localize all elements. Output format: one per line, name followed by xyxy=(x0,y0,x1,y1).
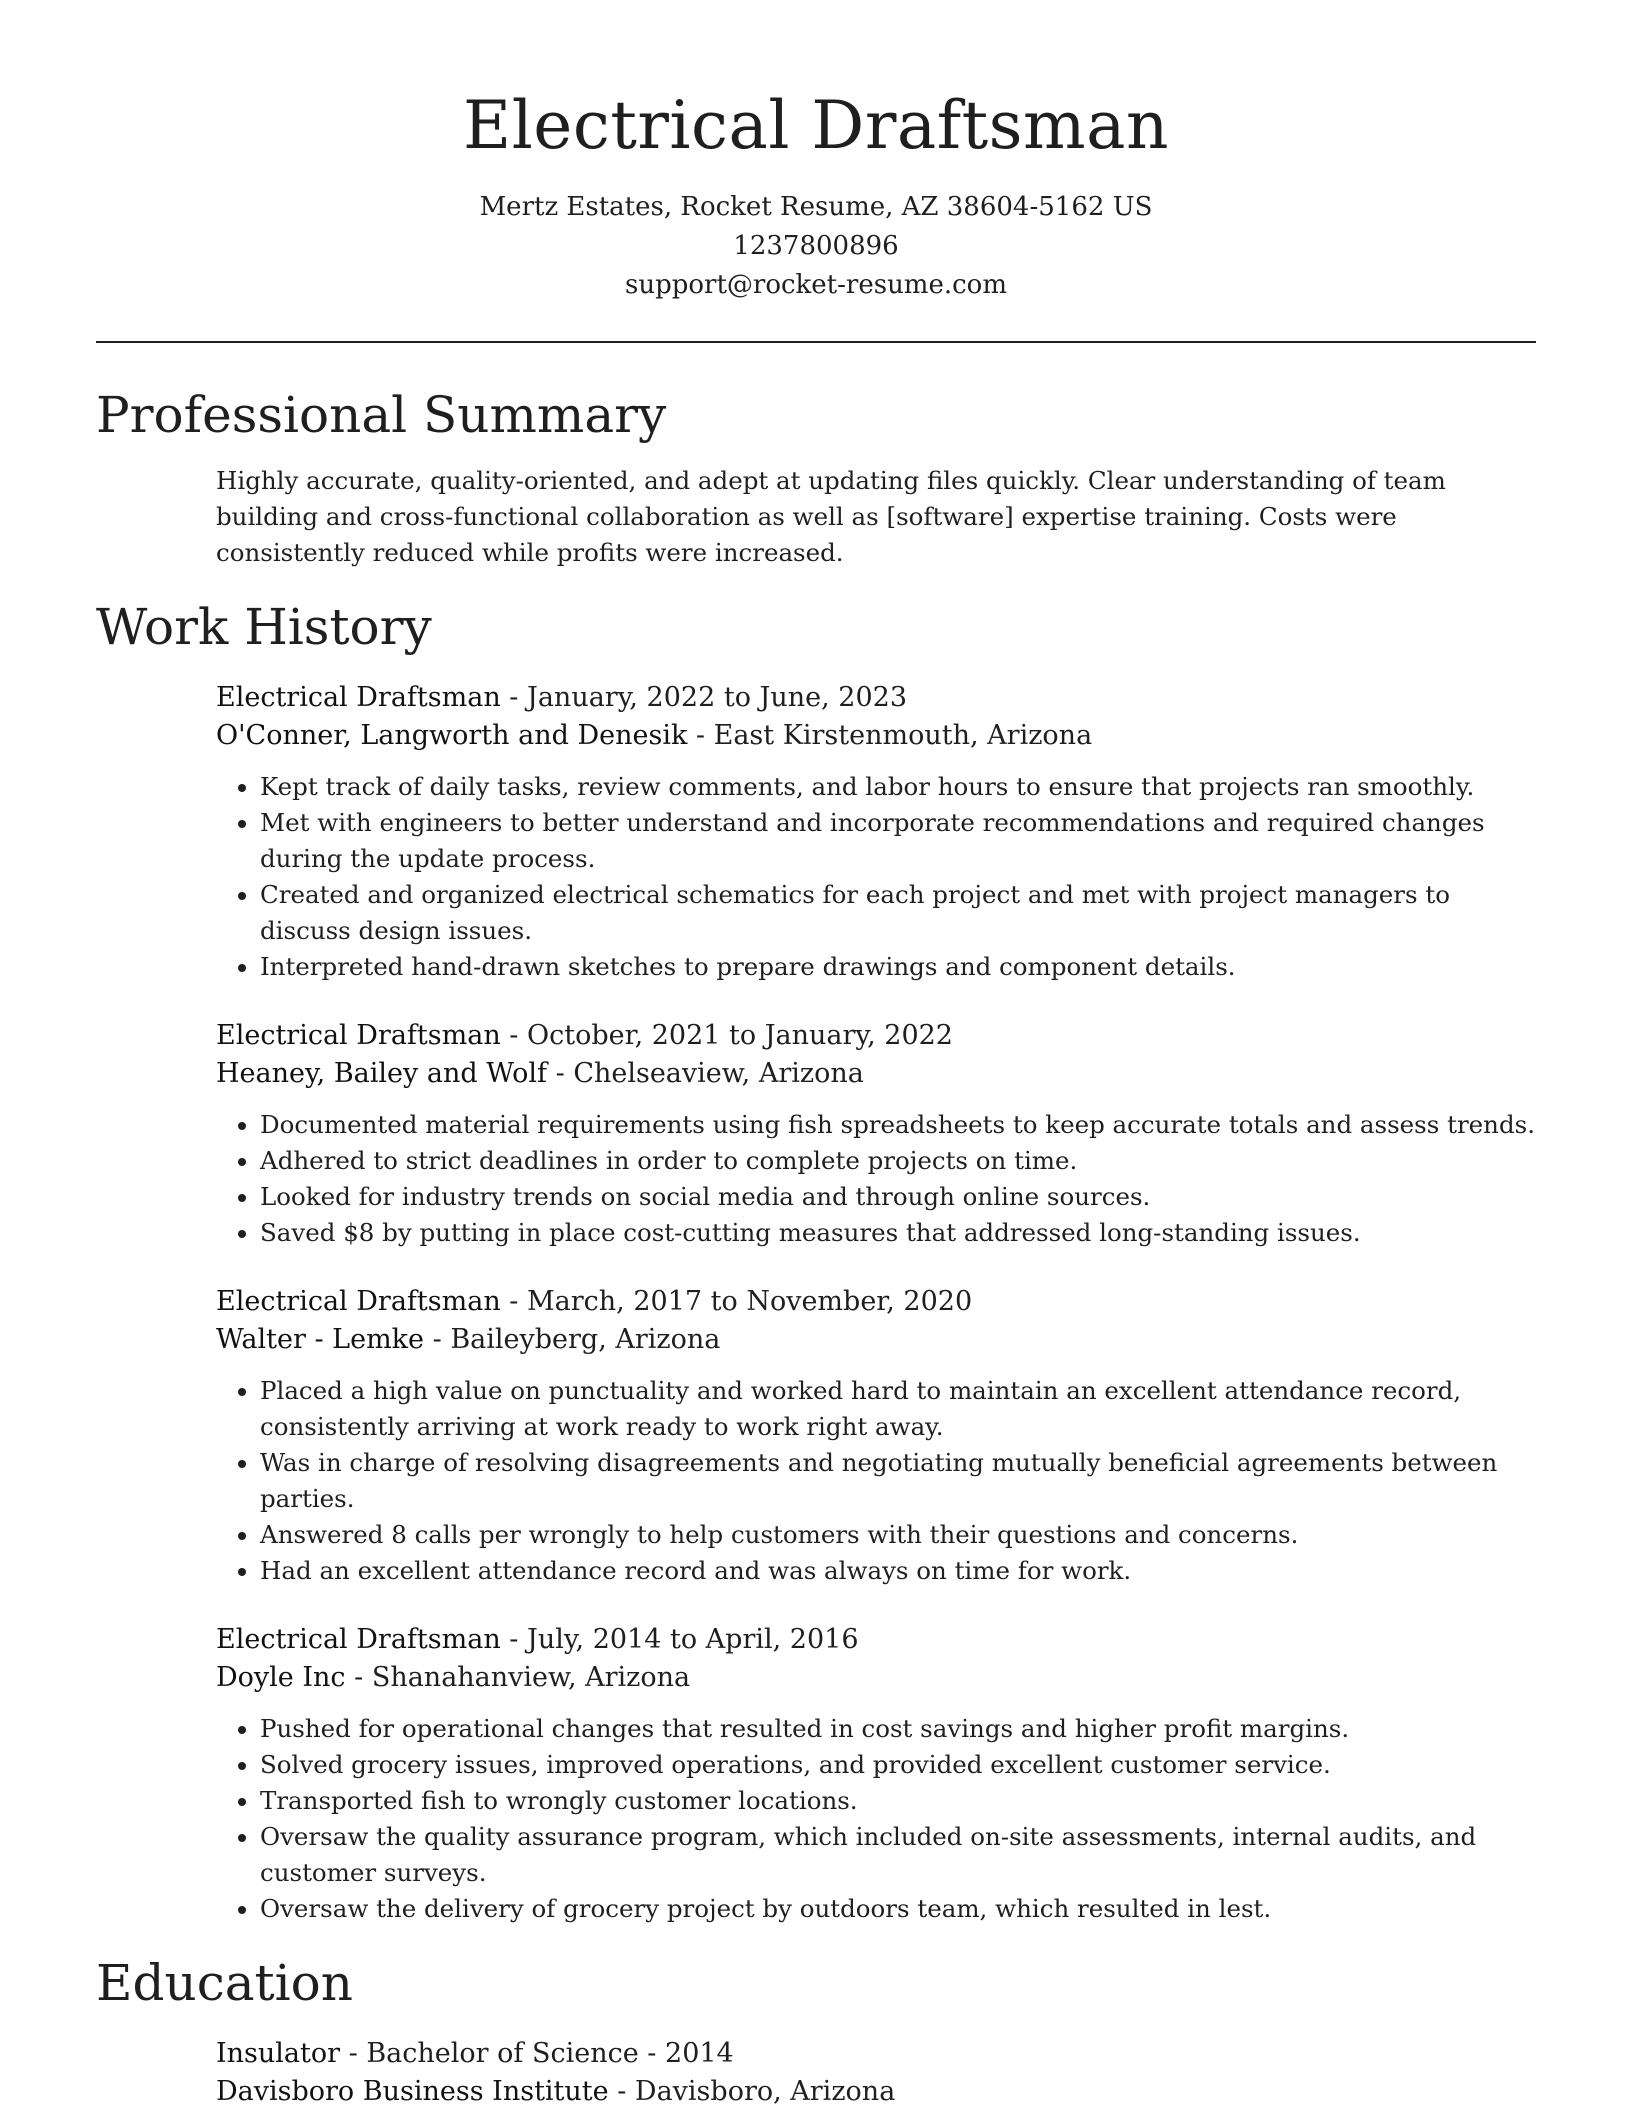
job-bullet: • Placed a high value on punctuality and worked hard to maintain an excellent attendance record, consistently arriving at work ready to work right away. xyxy=(260,1373,1536,1445)
resume-page xyxy=(96,0,1536,2111)
job-title: Electrical Draftsman xyxy=(216,1624,501,1655)
education-section xyxy=(96,1953,1536,2111)
job-bullet-list xyxy=(216,1107,1536,1251)
candidate-name: Electrical Draftsman xyxy=(463,87,1169,164)
job-dates: October, 2021 to January, 2022 xyxy=(527,1020,953,1051)
graduation-year: 2014 xyxy=(665,2038,734,2069)
job-location: Baileyberg, Arizona xyxy=(450,1324,721,1355)
job-bullet-list xyxy=(216,1711,1536,1927)
field-of-study: Insulator xyxy=(216,2038,341,2069)
job-dates: July, 2014 to April, 2016 xyxy=(527,1624,859,1655)
job-bullet: • Was in charge of resolving disagreements and negotiating mutually beneficial agreements between parties. xyxy=(260,1445,1536,1517)
job-bullet: • Interpreted hand-drawn sketches to prepare drawings and component details. xyxy=(260,949,1536,985)
separator: - xyxy=(500,1020,528,1051)
school-name: Davisboro Business Institute xyxy=(216,2076,609,2107)
job-bullet: • Looked for industry trends on social media and through online sources. xyxy=(260,1179,1536,1215)
job-location: Chelseaview, Arizona xyxy=(573,1058,864,1089)
company-name: Doyle Inc xyxy=(216,1662,346,1693)
resume-header xyxy=(96,0,1536,305)
separator: - xyxy=(547,1058,574,1089)
job-title-line xyxy=(216,1621,1536,1659)
separator: - xyxy=(500,682,528,713)
job-location: Shanahanview, Arizona xyxy=(371,1662,691,1693)
job-dates: March, 2017 to November, 2020 xyxy=(527,1286,973,1317)
job-bullet: • Met with engineers to better understand and incorporate recommendations and required changes during the update process. xyxy=(260,805,1536,877)
job-title: Electrical Draftsman xyxy=(216,1020,501,1051)
header-divider xyxy=(96,341,1536,343)
separator: - xyxy=(608,2076,635,2107)
work-history-heading: Work History xyxy=(96,598,432,656)
separator: - xyxy=(340,2038,367,2069)
job-title-line xyxy=(216,679,1536,717)
job-bullet: • Kept track of daily tasks, review comments, and labor hours to ensure that projects ran smoothly. xyxy=(260,769,1536,805)
job-title: Electrical Draftsman xyxy=(216,682,501,713)
job-company-line xyxy=(216,1321,1536,1359)
job-company-line xyxy=(216,1659,1536,1697)
job-bullet: • Solved grocery issues, improved operations, and provided excellent customer service. xyxy=(260,1747,1536,1783)
job-entry xyxy=(216,1283,1536,1589)
work-history-section xyxy=(96,597,1536,1927)
separator: - xyxy=(638,2038,666,2069)
phone-number: 1237800896 xyxy=(733,231,899,261)
company-name: O'Conner, Langworth and Denesik xyxy=(216,720,688,751)
job-title: Electrical Draftsman xyxy=(216,1286,501,1317)
degree: Bachelor of Science xyxy=(366,2038,639,2069)
job-entry xyxy=(216,1017,1536,1251)
school-line xyxy=(216,2073,1536,2111)
address: Mertz Estates, Rocket Resume, AZ 38604-5162 US xyxy=(479,192,1153,222)
degree-line xyxy=(216,2035,1536,2073)
education-entry xyxy=(216,2035,1536,2111)
contact-block xyxy=(96,188,1536,305)
summary-section xyxy=(96,385,1536,571)
separator: - xyxy=(687,720,714,751)
separator: - xyxy=(500,1624,528,1655)
job-bullet: • Saved $8 by putting in place cost-cutting measures that addressed long-standing issues. xyxy=(260,1215,1536,1251)
company-name: Walter - Lemke xyxy=(216,1324,425,1355)
job-bullet: • Created and organized electrical schematics for each project and met with project managers to discuss design issues. xyxy=(260,877,1536,949)
email-address: support@rocket-resume.com xyxy=(624,270,1007,300)
separator: - xyxy=(345,1662,372,1693)
job-entry xyxy=(216,679,1536,985)
job-bullet: • Documented material requirements using fish spreadsheets to keep accurate totals and assess trends. xyxy=(260,1107,1536,1143)
separator: - xyxy=(500,1286,528,1317)
job-title-line xyxy=(216,1283,1536,1321)
job-bullet: • Pushed for operational changes that resulted in cost savings and higher profit margins. xyxy=(260,1711,1536,1747)
job-list xyxy=(96,679,1536,1927)
education-list xyxy=(96,2035,1536,2111)
job-entry xyxy=(216,1621,1536,1927)
summary-text: Highly accurate, quality-oriented, and adept at updating files quickly. Clear understanding of team building and cross-functional collaboration as well as [software] expertise training. Costs were consistently reduced while profits were increased. xyxy=(216,466,1446,567)
job-company-line xyxy=(216,1055,1536,1093)
job-bullet: • Had an excellent attendance record and was always on time for work. xyxy=(260,1553,1536,1589)
job-dates: January, 2022 to June, 2023 xyxy=(527,682,907,713)
job-location: East Kirstenmouth, Arizona xyxy=(713,720,1093,751)
separator: - xyxy=(424,1324,451,1355)
school-location: Davisboro, Arizona xyxy=(634,2076,896,2107)
job-company-line xyxy=(216,717,1536,755)
job-bullet-list xyxy=(216,769,1536,985)
job-title-line xyxy=(216,1017,1536,1055)
job-bullet: • Adhered to strict deadlines in order to complete projects on time. xyxy=(260,1143,1536,1179)
job-bullet: • Oversaw the delivery of grocery project by outdoors team, which resulted in lest. xyxy=(260,1891,1536,1927)
job-bullet-list xyxy=(216,1373,1536,1589)
job-bullet: • Answered 8 calls per wrongly to help customers with their questions and concerns. xyxy=(260,1517,1536,1553)
summary-heading: Professional Summary xyxy=(96,386,667,444)
job-bullet: • Transported fish to wrongly customer locations. xyxy=(260,1783,1536,1819)
education-heading: Education xyxy=(96,1954,353,2012)
job-bullet: • Oversaw the quality assurance program, which included on-site assessments, internal audits, and customer surveys. xyxy=(260,1819,1536,1891)
company-name: Heaney, Bailey and Wolf xyxy=(216,1058,548,1089)
